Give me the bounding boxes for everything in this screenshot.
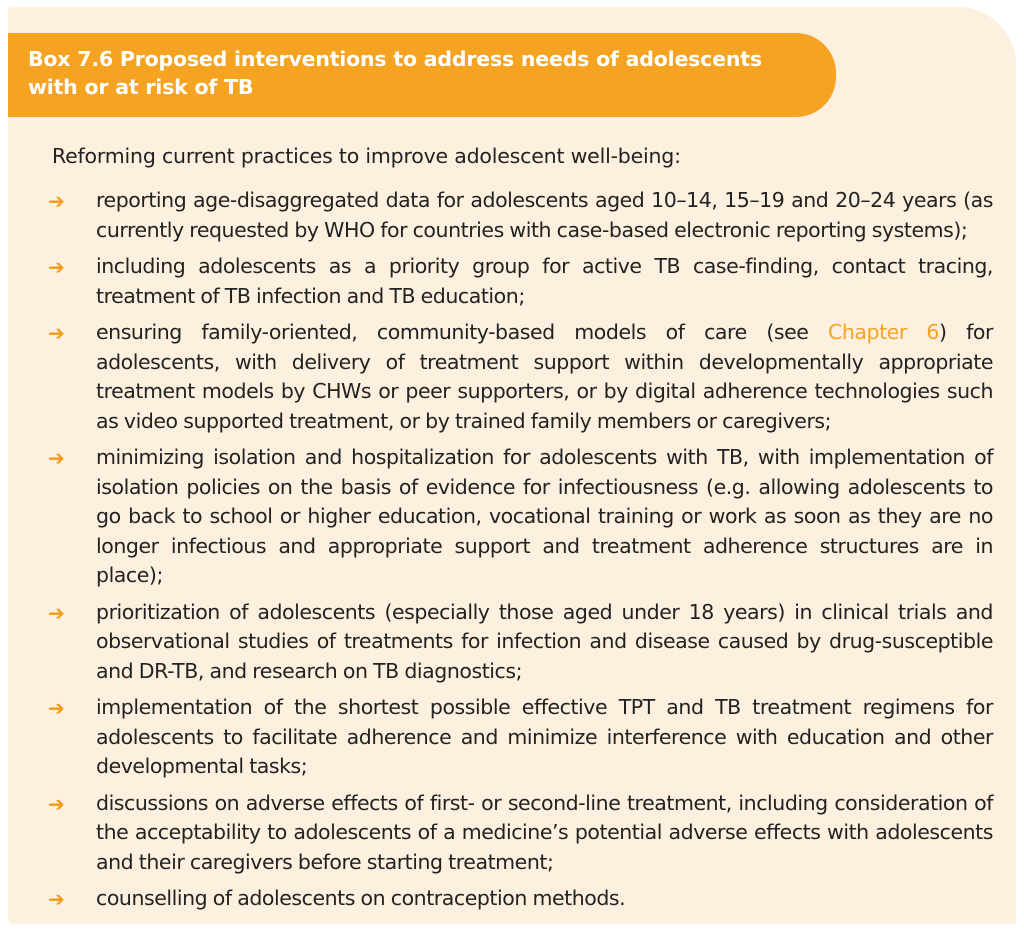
right-arrow-icon: ➔ xyxy=(48,255,65,279)
right-arrow-icon: ➔ xyxy=(48,791,65,816)
list-item-text-before: ensuring family-oriented, community-based models of care (see xyxy=(96,320,829,344)
list-item-text: including adolescents as a priority group for active TB case-finding, contact tracing, treatment of TB infection and TB education; xyxy=(96,254,993,308)
box-title xyxy=(28,45,836,101)
right-arrow-icon: ➔ xyxy=(48,189,65,213)
list-item xyxy=(48,318,993,436)
list-item-text xyxy=(96,318,993,436)
list-item xyxy=(48,789,993,878)
interventions-list xyxy=(48,186,993,921)
right-arrow-icon: ➔ xyxy=(48,321,65,345)
list-item-text: discussions on adverse effects of first- or second-line treatment, including consideration of the acceptability to adolescents of a medicine’s potential adverse effects with adolescents and their caregivers before starting treatment; xyxy=(96,790,993,874)
list-item xyxy=(48,443,993,591)
list-item-text: counselling of adolescents on contraception methods. xyxy=(96,886,626,910)
list-item xyxy=(48,884,993,914)
list-item-text: prioritization of adolescents (especially those aged under 18 years) in clinical trials and observational studies of treatments for infection and disease caused by drug-susceptible and DR-TB, and research on TB diagnostics; xyxy=(96,599,993,683)
box-title-line-1: Box 7.6 Proposed interventions to address needs of adolescents xyxy=(28,47,762,71)
chapter-6-link[interactable]: Chapter 6 xyxy=(828,320,940,344)
list-item xyxy=(48,598,993,687)
list-item-text: implementation of the shortest possible effective TPT and TB treatment regimens for adolescents to facilitate adherence and minimize interference with education and other developmental tasks; xyxy=(96,695,993,778)
right-arrow-icon: ➔ xyxy=(48,600,65,625)
list-item xyxy=(48,252,993,311)
list-item-text: minimizing isolation and hospitalization for adolescents with TB, with implementation of isolation policies on the basis of evidence for infectiousness (e.g. allowing adolescents to go back to school or higher education, vocational training or work as soon as they are no longer infectious and appropriate support and treatment adherence structures are in place); xyxy=(96,445,993,587)
intro-text: Reforming current practices to improve adolescent well-being: xyxy=(52,144,681,168)
right-arrow-icon: ➔ xyxy=(48,887,65,911)
box-title-bar xyxy=(8,33,836,117)
list-item-text: reporting age-disaggregated data for adolescents aged 10–14, 15–19 and 20–24 years (as currently requested by WHO for countries with case-based electronic reporting systems); xyxy=(96,188,993,242)
list-item xyxy=(48,186,993,245)
box-title-line-2: with or at risk of TB xyxy=(28,75,254,99)
right-arrow-icon: ➔ xyxy=(48,446,65,470)
list-item-text-after: ) for adolescents, with delivery of treatment support within developmentally appropriate treatment models by CHWs or peer supporters, or by digital adherence technologies such as video supported treatment, or by trained family members or caregivers; xyxy=(96,320,993,433)
list-item xyxy=(48,693,993,782)
right-arrow-icon: ➔ xyxy=(48,696,65,720)
